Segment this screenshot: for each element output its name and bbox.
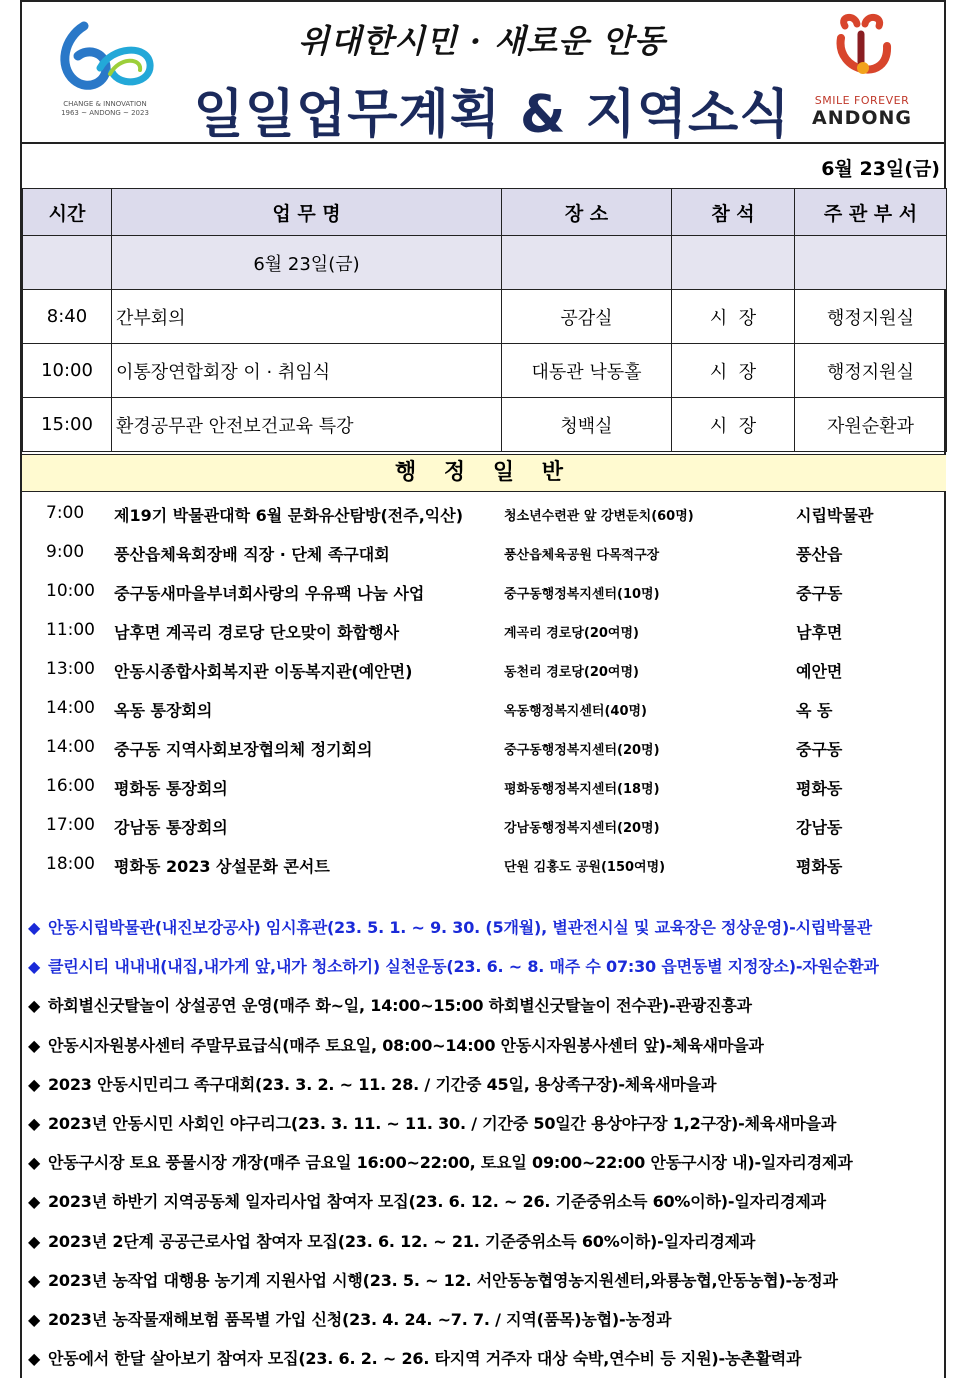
column-header-place: 장 소 <box>502 189 672 236</box>
notice-item <box>22 1261 946 1300</box>
list-item <box>22 689 946 728</box>
notice-item <box>22 1026 946 1065</box>
diamond-bullet-icon: ◆ <box>28 957 41 977</box>
item-dept: 중구동 <box>796 584 843 603</box>
notice-text: 안동시자원봉사센터 주말무료급식(매주 토요일, 08:00~14:00 안동시자원봉사센터 앞)-체육새마을과 <box>48 1035 764 1055</box>
list-item <box>22 494 946 533</box>
list-item <box>22 728 946 767</box>
diamond-bullet-icon: ◆ <box>28 918 41 937</box>
diamond-bullet-icon: ◆ <box>28 1153 41 1173</box>
item-place: 강남동행정복지센터(20명) <box>504 821 660 836</box>
list-item <box>22 650 946 689</box>
row-time: 15:00 <box>23 398 112 452</box>
diamond-bullet-icon: ◆ <box>28 1113 41 1133</box>
notice-text: 클린시티 내내내(내집,내가게 앞,내가 청소하기) 실천운동(23. 6. ~ 8. 매주 수 07:30 읍면동별 지정장소)-자원순환과 <box>48 957 879 977</box>
notice-text: 2023년 농작물재해보험 품목별 가입 신청(23. 4. 24. ~7. 7. / 지역(품목)농협)-농정과 <box>48 1309 672 1329</box>
logo-caption-line2: 1963 ~ ANDONG ~ 2023 <box>61 109 149 117</box>
date-line <box>22 144 944 190</box>
item-dept: 평화동 <box>796 779 843 798</box>
list-item <box>22 611 946 650</box>
item-time: 11:00 <box>46 620 95 640</box>
list-item <box>22 533 946 572</box>
table-date-row <box>23 236 947 290</box>
diamond-bullet-icon: ◆ <box>28 1309 41 1329</box>
sixty-emblem-icon <box>50 16 160 100</box>
notice-item <box>22 947 946 986</box>
document-frame <box>20 0 946 1378</box>
item-place: 계곡리 경로당(20여명) <box>504 626 639 641</box>
item-time: 14:00 <box>46 698 95 718</box>
item-place: 중구동행정복지센터(20명) <box>504 743 660 758</box>
item-place: 동천리 경로당(20여명) <box>504 665 639 680</box>
notice-text: 2023년 농작업 대행용 농기계 지원사업 시행(23. 5. ~ 12. 서안동농협영농지원센터,와룡농협,안동농협)-농정과 <box>48 1270 838 1290</box>
list-item <box>22 806 946 845</box>
item-task: 평화동 2023 상설문화 콘서트 <box>114 857 330 876</box>
item-time: 13:00 <box>46 659 95 679</box>
notice-item <box>22 1104 946 1143</box>
notice-item <box>22 1065 946 1104</box>
item-time: 14:00 <box>46 737 95 757</box>
item-task: 중구동새마을부녀회사랑의 우유팩 나눔 사업 <box>114 584 425 603</box>
item-task: 남후면 계곡리 경로당 단오맞이 화합행사 <box>114 623 400 642</box>
anniversary-60-logo <box>50 16 160 126</box>
row-attend: 시 장 <box>672 290 795 344</box>
page-title: 일일업무계획 & 지역소식 <box>193 85 791 145</box>
item-time: 17:00 <box>46 815 95 835</box>
item-time: 10:00 <box>46 581 95 601</box>
table-row <box>23 398 947 452</box>
notice-text: 안동구시장 토요 풍물시장 개장(매주 금요일 16:00~22:00, 토요일 09:00~22:00 안동구시장 내)-일자리경제과 <box>48 1153 853 1173</box>
row-time: 10:00 <box>23 344 112 398</box>
item-place: 평화동행정복지센터(18명) <box>504 782 660 797</box>
item-task: 강남동 통장회의 <box>114 818 228 837</box>
row-task: 간부회의 <box>112 290 502 344</box>
smile-forever-andong-logo <box>807 12 917 132</box>
item-time: 7:00 <box>46 503 85 523</box>
row-attend: 시 장 <box>672 344 795 398</box>
item-time: 16:00 <box>46 776 95 796</box>
row-time: 8:40 <box>23 290 112 344</box>
item-task: 평화동 통장회의 <box>114 779 228 798</box>
slogan: 위대한시민 · 새로운 안동 <box>298 22 666 60</box>
item-place: 청소년수련관 앞 강변둔치(60명) <box>504 509 694 524</box>
date-label: 6월 23일(금) <box>821 158 940 180</box>
item-dept: 예안면 <box>796 662 843 681</box>
column-header-attend: 참 석 <box>672 189 795 236</box>
list-item <box>22 845 946 884</box>
row-attend: 시 장 <box>672 398 795 452</box>
mayor-schedule-table <box>22 188 947 452</box>
notice-text: 하회별신굿탈놀이 상설공연 운영(매주 화~일, 14:00~15:00 하회별신굿탈놀이 전수관)-관광진흥과 <box>48 996 752 1016</box>
column-header-dept: 주 관 부 서 <box>795 189 947 236</box>
brand-line1: SMILE FOREVER <box>814 94 910 107</box>
item-place: 풍산읍체육공원 다목적구장 <box>504 548 660 563</box>
row-task: 이통장연합회장 이 · 취임식 <box>112 344 502 398</box>
row-place: 대동관 낙동홀 <box>502 344 672 398</box>
item-dept: 강남동 <box>796 818 843 837</box>
column-header-time: 시간 <box>23 189 112 236</box>
diamond-bullet-icon: ◆ <box>28 996 41 1016</box>
table-date-cell: 6월 23일(금) <box>112 236 502 290</box>
list-item <box>22 572 946 611</box>
item-place: 옥동행정복지센터(40명) <box>504 704 647 719</box>
item-time: 18:00 <box>46 854 95 874</box>
local-news-list <box>22 908 946 1378</box>
notice-text: 2023년 하반기 지역공동체 일자리사업 참여자 모집(23. 6. 12. ~ 26. 기준중위소득 60%이하)-일자리경제과 <box>48 1192 826 1212</box>
general-admin-heading: 행 정 일 반 <box>22 454 946 492</box>
table-row <box>23 290 947 344</box>
diamond-bullet-icon: ◆ <box>28 1035 41 1055</box>
item-task: 옥동 통장회의 <box>114 701 213 720</box>
notice-text: 2023 안동시민리그 족구대회(23. 3. 2. ~ 11. 28. / 기간중 45일, 용상족구장)-체육새마을과 <box>48 1074 717 1094</box>
row-dept: 행정지원실 <box>795 344 947 398</box>
item-dept: 중구동 <box>796 740 843 759</box>
andong-smile-icon <box>807 12 917 94</box>
item-task: 안동시종합사회복지관 이동복지관(예안면) <box>114 662 413 681</box>
row-dept: 행정지원실 <box>795 290 947 344</box>
notice-item <box>22 908 946 947</box>
document-header <box>22 2 944 144</box>
item-task: 중구동 지역사회보장협의체 정기회의 <box>114 740 373 759</box>
row-dept: 자원순환과 <box>795 398 947 452</box>
notice-item <box>22 986 946 1025</box>
notice-text: 2023년 2단계 공공근로사업 참여자 모집(23. 6. 12. ~ 21. 기준중위소득 60%이하)-일자리경제과 <box>48 1231 756 1251</box>
item-dept: 평화동 <box>796 857 843 876</box>
notice-item <box>22 1300 946 1339</box>
brand-line2: ANDONG <box>811 107 913 129</box>
item-dept: 풍산읍 <box>796 545 843 564</box>
item-task: 제19기 박물관대학 6월 문화유산탐방(전주,익산) <box>114 506 464 525</box>
table-header-row <box>23 189 947 236</box>
notice-item <box>22 1339 946 1378</box>
general-admin-list <box>22 494 946 884</box>
row-place: 공감실 <box>502 290 672 344</box>
diamond-bullet-icon: ◆ <box>28 1270 41 1290</box>
notice-item <box>22 1182 946 1221</box>
table-row <box>23 344 947 398</box>
item-time: 9:00 <box>46 542 85 562</box>
row-task: 환경공무관 안전보건교육 특강 <box>112 398 502 452</box>
diamond-bullet-icon: ◆ <box>28 1349 41 1369</box>
item-task: 풍산읍체육회장배 직장 · 단체 족구대회 <box>114 545 390 564</box>
item-dept: 옥 동 <box>796 701 833 720</box>
diamond-bullet-icon: ◆ <box>28 1074 41 1094</box>
column-header-task: 업 무 명 <box>112 189 502 236</box>
notice-item <box>22 1143 946 1182</box>
item-dept: 시립박물관 <box>796 506 874 525</box>
list-item <box>22 767 946 806</box>
item-dept: 남후면 <box>796 623 843 642</box>
notice-item <box>22 1222 946 1261</box>
item-place: 중구동행정복지센터(10명) <box>504 587 660 602</box>
item-place: 단원 김홍도 공원(150여명) <box>504 860 666 875</box>
notice-text: 안동시립박물관(내진보강공사) 임시휴관(23. 5. 1. ~ 9. 30. (5개월), 별관전시실 및 교육장은 정상운영)-시립박물관 <box>48 918 872 937</box>
diamond-bullet-icon: ◆ <box>28 1192 41 1212</box>
notice-text: 2023년 안동시민 사회인 야구리그(23. 3. 11. ~ 11. 30. / 기간중 50일간 용상야구장 1,2구장)-체육새마을과 <box>48 1113 837 1133</box>
logo-caption-line1: CHANGE & INNOVATION <box>63 100 147 108</box>
diamond-bullet-icon: ◆ <box>28 1231 41 1251</box>
row-place: 청백실 <box>502 398 672 452</box>
notice-text: 안동에서 한달 살아보기 참여자 모집(23. 6. 2. ~ 26. 타지역 거주자 대상 숙박,연수비 등 지원)-농촌활력과 <box>48 1349 802 1369</box>
